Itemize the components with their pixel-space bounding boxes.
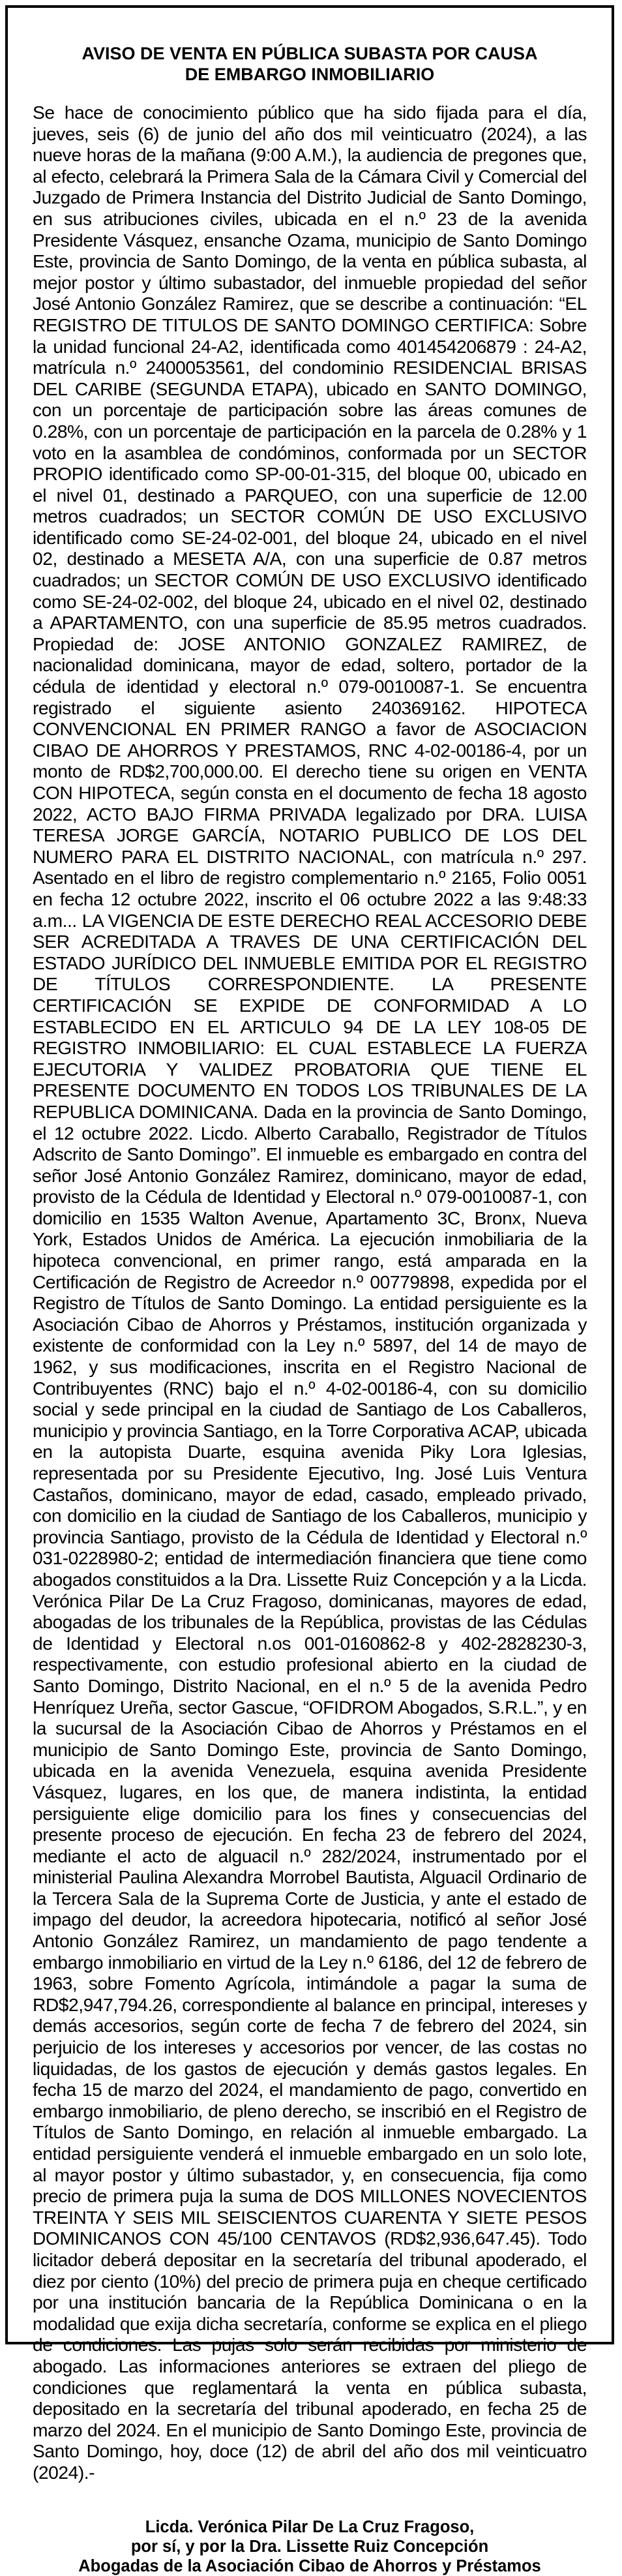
notice-frame <box>5 5 614 2575</box>
signature-block <box>33 2517 587 2576</box>
title-line-1: AVISO DE VENTA EN PÚBLICA SUBASTA POR CAUSA <box>81 44 538 63</box>
notice-body: Se hace de conocimiento público que ha sido fijada para el día, jueves, seis (6) de junio del año dos mil veinticuatro (2024), a las nueve horas de la mañana (9:00 A.M.), la audiencia de pregones que, al efecto, celebrará la Primera Sala de la Cámara Civil y Comercial del Juzgado de Primera Instancia del Distrito Judicial de Santo Domingo, en sus atribuciones civiles, ubicada en el n.º 23 de la avenida Presidente Vásquez, ensanche Ozama, municipio de Santo Domingo Este, provincia de Santo Domingo, de la venta en pública subasta, al mejor postor y último subastador, del inmueble propiedad del señor José Antonio González Ramirez, que se describe a continuación: “EL REGISTRO DE TITULOS DE SANTO DOMINGO CERTIFICA: Sobre la unidad funcional 24-A2, identificada como 401454206879 : 24-A2, matrícula n.º 2400053561, del condominio RESIDENCIAL BRISAS DEL CARIBE (SEGUNDA ETAPA), ubicado en SANTO DOMINGO, con un porcentaje de participación sobre las áreas comunes de 0.28%, con un porcentaje de participación en la parcela de 0.28% y 1 voto en la asamblea de condóminos, conformada por un SECTOR PROPIO identificado como SP-00-01-315, del bloque 00, ubicado en el nivel 01, destinado a PARQUEO, con una superficie de 12.00 metros cuadrados; un SECTOR COMÚN DE USO EXCLUSIVO identificado como SE-24-02-001, del bloque 24, ubicado en el nivel 02, destinado a MESETA A/A, con una superficie de 0.87 metros cuadrados; un SECTOR COMÚN DE USO EXCLUSIVO identificado como SE-24-02-002, del bloque 24, ubicado en el nivel 02, destinado a APARTAMENTO, con una superficie de 85.95 metros cuadrados. Propiedad de: JOSE ANTONIO GONZALEZ RAMIREZ, de nacionalidad dominicana, mayor de edad, soltero, portador de la cédula de identidad y electoral n.º 079-0010087-1. Se encuentra registrado el siguiente asiento 240369162. HIPOTECA CONVENCIONAL EN PRIMER RANGO a favor de ASOCIACION CIBAO DE AHORROS Y PRESTAMOS, RNC 4-02-00186-4, por un monto de RD$2,700,000.00. El derecho tiene su origen en VENTA CON HIPOTECA, según consta en el documento de fecha 18 agosto 2022, ACTO BAJO FIRMA PRIVADA legalizado por DRA. LUISA TERESA JORGE GARCÍA, NOTARIO PUBLICO DE LOS DEL NUMERO PARA EL DISTRITO NACIONAL, con matrícula n.º 297. Asentado en el libro de registro complementario n.º 2165, Folio 0051 en fecha 12 octubre 2022, inscrito el 06 octubre 2022 a las 9:48:33 a.m... LA VIGENCIA DE ESTE DERECHO REAL ACCESORIO DEBE SER ACREDITADA A TRAVES DE UNA CERTIFICACIÓN DEL ESTADO JURÍDICO DEL INMUEBLE EMITIDA POR EL REGISTRO DE TÍTULOS CORRESPONDIENTE. LA PRESENTE CERTIFICACIÓN SE EXPIDE DE CONFORMIDAD A LO ESTABLECIDO EN EL ARTICULO 94 DE LA LEY 108-05 DE REGISTRO INMOBILIARIO: EL CUAL ESTABLECE LA FUERZA EJECUTORIA Y VALIDEZ PROBATORIA QUE TIENE EL PRESENTE DOCUMENTO EN TODOS LOS TRIBUNALES DE LA REPUBLICA DOMINICANA. Dada en la provincia de Santo Domingo, el 12 octubre 2022. Licdo. Alberto Caraballo, Registrador de Títulos Adscrito de Santo Domingo”. El inmueble es embargado en contra del señor José Antonio González Ramirez, dominicano, mayor de edad, provisto de la Cédula de Identidad y Electoral n.º 079-0010087-1, con domicilio en 1535 Walton Avenue, Apartamento 3C, Bronx, Nueva York, Estados Unidos de América. La ejecución inmobiliaria de la hipoteca convencional, en primer rango, está amparada en la Certificación de Registro de Acreedor n.º 00779898, expedida por el Registro de Títulos de Santo Domingo. La entidad persiguiente es la Asociación Cibao de Ahorros y Préstamos, institución organizada y existente de conformidad con la Ley n.º 5897, del 14 de mayo de 1962, y sus modificaciones, inscrita en el Registro Nacional de Contribuyentes (RNC) bajo el n.º 4-02-00186-4, con su domicilio social y sede principal en la ciudad de Santiago de Los Caballeros, municipio y provincia Santiago, en la Torre Corporativa ACAP, ubicada en la autopista Duarte, esquina avenida Piky Lora Iglesias, representada por su Presidente Ejecutivo, Ing. José Luis Ventura Castaños, dominicano, mayor de edad, casado, empleado privado, con domicilio en la ciudad de Santiago de los Caballeros, municipio y provincia Santiago, provisto de la Cédula de Identidad y Electoral n.º 031-0228980-2; entidad de intermediación financiera que tiene como abogados constituidos a la Dra. Lissette Ruiz Concepción y a la Licda. Verónica Pilar De La Cruz Fragoso, dominicanas, mayores de edad, abogadas de los tribunales de la República, provistas de las Cédulas de Identidad y Electoral n.os 001-0160862-8 y 402-2828230-3, respectivamente, con estudio profesional abierto en la ciudad de Santo Domingo, Distrito Nacional, en el n.º 5 de la avenida Pedro Henríquez Ureña, sector Gascue, “OFIDROM Abogados, S.R.L.”, y en la sucursal de la Asociación Cibao de Ahorros y Préstamos en el municipio de Santo Domingo Este, provincia de Santo Domingo, ubicada en la avenida Venezuela, esquina avenida Presidente Vásquez, lugares, en los que, de manera indistinta, la entidad persiguiente elige domicilio para los fines y consecuencias del presente proceso de ejecución. En fecha 23 de febrero del 2024, mediante el acto de alguacil n.º 282/2024, instrumentado por el ministerial Paulina Alexandra Morrobel Bautista, Alguacil Ordinario de la Tercera Sala de la Suprema Corte de Justicia, y ante el estado de impago del deudor, la acreedora hipotecaria, notificó al señor José Antonio González Ramirez, un mandamiento de pago tendente a embargo inmobiliario en virtud de la Ley n.º 6186, del 12 de febrero de 1963, sobre Fomento Agrícola, intimándole a pagar la suma de RD$2,947,794.26, correspondiente al balance en principal, intereses y demás accesorios, según corte de fecha 7 de febrero del 2024, sin perjuicio de los intereses y accesorios por vencer, de las costas no liquidadas, de los gastos de ejecución y demás gastos legales. En fecha 15 de marzo del 2024, el mandamiento de pago, convertido en embargo inmobiliario, de pleno derecho, se inscribió en el Registro de Títulos de Santo Domingo, en relación al inmueble embargado. La entidad persiguiente venderá el inmueble embargado en un solo lote, al mayor postor y último subastador, y, en consecuencia, fija como precio de primera puja la suma de DOS MILLONES NOVECIENTOS TREINTA Y SEIS MIL SEISCIENTOS CUARENTA Y SIETE PESOS DOMINICANOS CON 45/100 CENTAVOS (RD$2,936,647.45). Todo licitador deberá depositar en la secretaría del tribunal apoderado, el diez por ciento (10%) del precio de primera puja en cheque certificado por una institución bancaria de la República Dominicana o en la modalidad que exija dicha secretaría, conforme se explica en el pliego de condiciones. Las pujas solo serán recibidas por ministerio de abogado. Las informaciones anteriores se extraen del pliego de condiciones que reglamentará la venta en pública subasta, depositado en la secretaría del tribunal apoderado, en fecha 25 de marzo del 2024. En el municipio de Santo Domingo Este, provincia de Santo Domingo, hoy, doce (12) de abril del año dos mil veinticuatro (2024).- <box>33 102 587 2483</box>
signature-line-3: Abogadas de la Asociación Cibao de Ahorros y Préstamos <box>78 2556 541 2575</box>
notice-title <box>33 43 587 85</box>
title-line-2: DE EMBARGO INMOBILIARIO <box>185 65 435 84</box>
signature-line-1: Licda. Verónica Pilar De La Cruz Fragoso, <box>145 2517 475 2536</box>
signature-line-2: por sí, y por la Dra. Lissette Ruiz Concepción <box>130 2537 489 2556</box>
